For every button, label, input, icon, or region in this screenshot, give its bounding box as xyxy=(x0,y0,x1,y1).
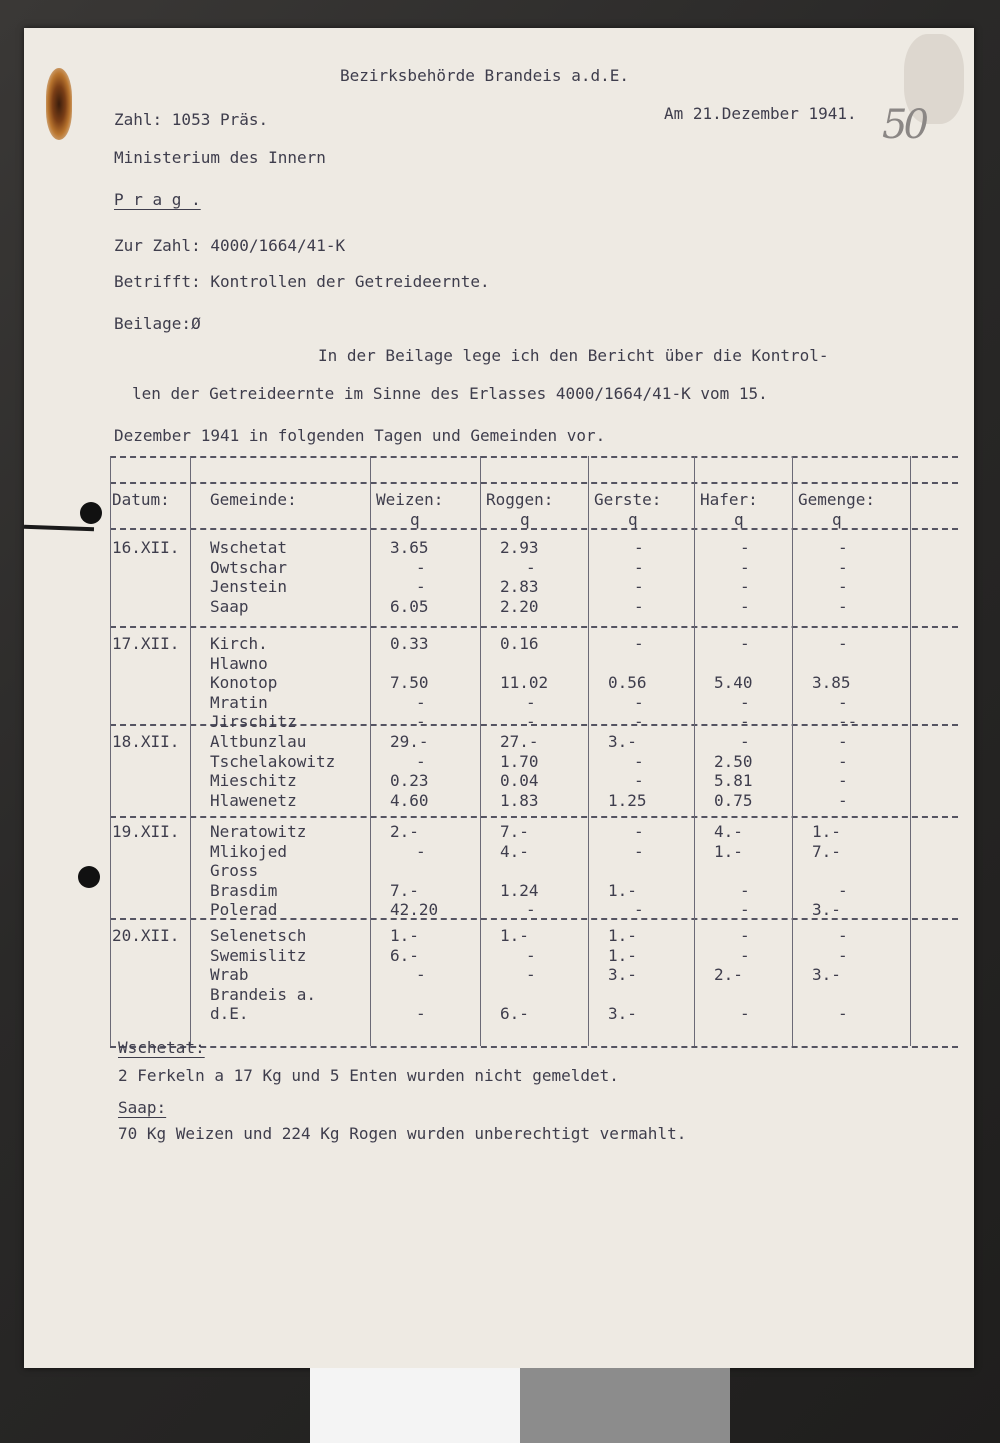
municipality-name: Selenetsch xyxy=(210,926,307,945)
municipality-name: Brasdim xyxy=(210,880,278,900)
harvest-value: 5.81 xyxy=(714,771,753,790)
municipality-name: Saap xyxy=(210,596,249,616)
harvest-value: 0.04 xyxy=(500,771,539,790)
table-column-rule xyxy=(370,456,371,1046)
harvest-value: 11.02 xyxy=(500,673,549,692)
harvest-value: - xyxy=(634,538,644,557)
harvest-value: 5.40 xyxy=(714,673,753,692)
harvest-value: 1.83 xyxy=(500,790,539,810)
harvest-value: - xyxy=(838,790,848,810)
harvest-value: - xyxy=(740,692,750,712)
harvest-value: 3.- xyxy=(608,1004,637,1023)
harvest-value: 0.75 xyxy=(714,790,753,810)
group-date: 19.XII. xyxy=(112,822,180,841)
harvest-value: 1.- xyxy=(608,926,637,945)
harvest-value: 3.- xyxy=(608,965,637,984)
harvest-value: -- xyxy=(838,712,858,731)
harvest-value: - xyxy=(740,926,750,945)
table-rule xyxy=(110,482,958,484)
harvest-value: 6.- xyxy=(390,945,419,965)
harvest-value: - xyxy=(838,596,848,616)
city: P r a g . xyxy=(114,190,201,209)
punch-hole-bottom xyxy=(78,866,100,888)
table-column-rule xyxy=(480,456,481,1046)
harvest-value: - xyxy=(634,577,644,596)
harvest-value: - xyxy=(416,692,426,712)
harvest-value: - xyxy=(838,538,848,557)
municipality-name: Swemislitz xyxy=(210,945,307,965)
municipality-name: Mieschitz xyxy=(210,771,297,790)
punch-hole-top xyxy=(80,502,102,524)
harvest-value: - xyxy=(634,751,644,771)
document-date: Am 21.Dezember 1941. xyxy=(664,104,857,123)
harvest-value: - xyxy=(416,1004,426,1023)
harvest-value: - xyxy=(838,945,848,965)
harvest-value: - xyxy=(838,732,848,751)
harvest-value: - xyxy=(634,596,644,616)
harvest-value: 1.- xyxy=(608,880,637,900)
note-text-saap: 70 Kg Weizen und 224 Kg Rogen wurden unberechtigt vermahlt. xyxy=(118,1124,687,1143)
harvest-value: 2.- xyxy=(714,965,743,984)
column-header: Roggen: xyxy=(486,490,554,509)
column-header: Gemeinde: xyxy=(210,490,297,509)
municipality-name: Konotop xyxy=(210,673,278,692)
table-column-rule xyxy=(190,456,191,1046)
column-header: Gerste: xyxy=(594,490,662,509)
harvest-value: 1.24 xyxy=(500,880,539,900)
table-rule xyxy=(110,528,958,530)
harvest-value: 7.- xyxy=(390,880,419,900)
document-page xyxy=(24,28,974,1368)
reference-line: Zur Zahl: 4000/1664/41-K xyxy=(114,236,346,255)
harvest-value: - xyxy=(838,926,848,945)
municipality-name: d.E. xyxy=(210,1004,249,1023)
harvest-value: 42.20 xyxy=(390,900,439,919)
harvest-value: - xyxy=(526,900,536,919)
harvest-value: 0.56 xyxy=(608,673,647,692)
harvest-value: - xyxy=(526,712,536,731)
harvest-value: 6.- xyxy=(500,1004,529,1023)
table-left-border xyxy=(110,456,111,1046)
harvest-value: - xyxy=(416,557,426,577)
harvest-value: 0.16 xyxy=(500,634,539,653)
harvest-value: - xyxy=(526,557,536,577)
harvest-value: 3.85 xyxy=(812,673,851,692)
harvest-value: - xyxy=(634,900,644,919)
harvest-value: 1.70 xyxy=(500,751,539,771)
group-date: 18.XII. xyxy=(112,732,180,751)
table-rule xyxy=(110,816,958,818)
column-header: Weizen: xyxy=(376,490,444,509)
recipient: Ministerium des Innern xyxy=(114,148,326,167)
harvest-value: - xyxy=(526,692,536,712)
harvest-value: - xyxy=(740,712,750,731)
column-unit: q xyxy=(410,510,420,529)
column-header: Hafer: xyxy=(700,490,758,509)
group-date: 20.XII. xyxy=(112,926,180,945)
gray-calibration-swatch xyxy=(520,1368,730,1443)
harvest-value: 7.50 xyxy=(390,673,429,692)
harvest-value: - xyxy=(838,557,848,577)
harvest-value: 2.93 xyxy=(500,538,539,557)
reference-number: Zahl: 1053 Präs. xyxy=(114,110,269,129)
harvest-value: - xyxy=(416,712,426,731)
harvest-value: - xyxy=(740,577,750,596)
harvest-value: 7.- xyxy=(812,841,841,861)
harvest-value: - xyxy=(838,880,848,900)
harvest-value: 6.05 xyxy=(390,596,429,616)
harvest-value: - xyxy=(416,841,426,861)
harvest-value: - xyxy=(838,771,848,790)
harvest-value: - xyxy=(634,557,644,577)
subject-line: Betrifft: Kontrollen der Getreideernte. xyxy=(114,272,490,291)
group-date: 17.XII. xyxy=(112,634,180,653)
column-unit: q xyxy=(520,510,530,529)
harvest-value: - xyxy=(740,900,750,919)
harvest-value: 29.- xyxy=(390,732,429,751)
harvest-value: 1.- xyxy=(500,926,529,945)
table-rule xyxy=(110,626,958,628)
harvest-value: 3.- xyxy=(608,732,637,751)
table-rule xyxy=(110,456,958,458)
column-unit: q xyxy=(628,510,638,529)
column-header: Gemenge: xyxy=(798,490,876,509)
white-calibration-swatch xyxy=(310,1368,520,1443)
harvest-value: - xyxy=(838,577,848,596)
municipality-name: Jenstein xyxy=(210,577,288,596)
note-heading-saap: Saap: xyxy=(118,1098,167,1117)
municipality-name: Hlawno xyxy=(210,653,268,673)
municipality-name: Gross xyxy=(210,861,259,880)
municipality-name: Tschelakowitz xyxy=(210,751,336,771)
harvest-value: 27.- xyxy=(500,732,539,751)
harvest-value: 2.83 xyxy=(500,577,539,596)
harvest-value: - xyxy=(634,771,644,790)
harvest-value: - xyxy=(740,557,750,577)
harvest-value: - xyxy=(740,1004,750,1023)
municipality-name: Polerad xyxy=(210,900,278,919)
municipality-name: Neratowitz xyxy=(210,822,307,841)
harvest-control-table xyxy=(110,456,958,1032)
note-text-wschetat: 2 Ferkeln a 17 Kg und 5 Enten wurden nicht gemeldet. xyxy=(118,1066,619,1085)
harvest-value: 1.- xyxy=(608,945,637,965)
harvest-value: - xyxy=(634,634,644,653)
table-column-rule xyxy=(792,456,793,1046)
municipality-name: Jirschitz xyxy=(210,712,297,731)
harvest-value: - xyxy=(740,945,750,965)
harvest-value: - xyxy=(838,1004,848,1023)
harvest-value: - xyxy=(838,692,848,712)
harvest-value: 3.- xyxy=(812,965,841,984)
table-column-rule xyxy=(694,456,695,1046)
harvest-value: 2.50 xyxy=(714,751,753,771)
municipality-name: Altbunzlau xyxy=(210,732,307,751)
harvest-value: - xyxy=(526,965,536,984)
note-heading-wschetat: Wschetat: xyxy=(118,1038,205,1057)
municipality-name: Mlikojed xyxy=(210,841,288,861)
binding-string xyxy=(24,525,94,531)
harvest-value: 0.23 xyxy=(390,771,429,790)
municipality-name: Hlawenetz xyxy=(210,790,297,810)
harvest-value: 3.- xyxy=(812,900,841,919)
harvest-value: 1.25 xyxy=(608,790,647,810)
harvest-value: - xyxy=(740,732,750,751)
pencil-mark: 50 xyxy=(882,102,925,148)
harvest-value: 3.65 xyxy=(390,538,429,557)
municipality-name: Kirch. xyxy=(210,634,268,653)
harvest-value: - xyxy=(634,712,644,731)
harvest-value: - xyxy=(634,841,644,861)
table-rule xyxy=(110,1046,958,1048)
harvest-value: - xyxy=(838,751,848,771)
harvest-value: 1.- xyxy=(812,822,841,841)
harvest-value: 1.- xyxy=(714,841,743,861)
column-unit: q xyxy=(832,510,842,529)
rust-stain xyxy=(46,68,72,140)
column-unit: q xyxy=(734,510,744,529)
harvest-value: - xyxy=(634,692,644,712)
harvest-value: 2.20 xyxy=(500,596,539,616)
body-line-2: len der Getreideernte im Sinne des Erlasses 4000/1664/41-K vom 15. xyxy=(132,384,768,403)
harvest-value: - xyxy=(634,822,644,841)
harvest-value: 7.- xyxy=(500,822,529,841)
municipality-name: Brandeis a. xyxy=(210,984,316,1004)
harvest-value: - xyxy=(416,965,426,984)
harvest-value: - xyxy=(416,577,426,596)
harvest-value: 4.- xyxy=(714,822,743,841)
group-date: 16.XII. xyxy=(112,538,180,557)
municipality-name: Mratin xyxy=(210,692,268,712)
harvest-value: 4.- xyxy=(500,841,529,861)
column-header: Datum: xyxy=(112,490,170,509)
harvest-value: 1.- xyxy=(390,926,419,945)
harvest-value: - xyxy=(740,880,750,900)
harvest-value: 4.60 xyxy=(390,790,429,810)
harvest-value: - xyxy=(740,538,750,557)
harvest-value: - xyxy=(740,634,750,653)
harvest-value: 2.- xyxy=(390,822,419,841)
table-column-rule xyxy=(588,456,589,1046)
attachment-line: Beilage:Ø xyxy=(114,314,201,333)
municipality-name: Owtschar xyxy=(210,557,288,577)
body-line-1: In der Beilage lege ich den Bericht über die Kontrol- xyxy=(318,346,829,365)
body-line-3: Dezember 1941 in folgenden Tagen und Gemeinden vor. xyxy=(114,426,606,445)
municipality-name: Wschetat xyxy=(210,538,288,557)
municipality-name: Wrab xyxy=(210,965,249,984)
harvest-value: - xyxy=(416,751,426,771)
table-column-rule xyxy=(910,456,911,1046)
letterhead: Bezirksbehörde Brandeis a.d.E. xyxy=(340,66,629,85)
harvest-value: - xyxy=(526,945,536,965)
harvest-value: - xyxy=(838,634,848,653)
harvest-value: 0.33 xyxy=(390,634,429,653)
harvest-value: - xyxy=(740,596,750,616)
